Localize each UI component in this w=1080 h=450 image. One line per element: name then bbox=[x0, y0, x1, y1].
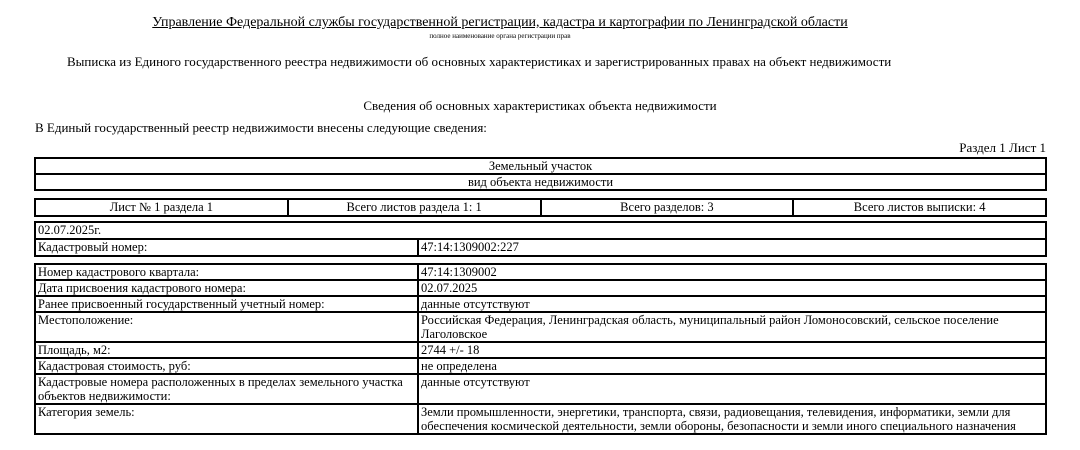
total-sheets-section: Всего листов раздела 1: 1 bbox=[288, 199, 541, 216]
extract-title: Выписка из Единого государственного реестра недвижимости об основных характеристиках и зарегистрированных правах на объект недвижимости bbox=[67, 54, 892, 69]
table-row bbox=[35, 280, 1046, 296]
table-row bbox=[35, 342, 1046, 358]
table-row bbox=[35, 404, 1046, 434]
table-row bbox=[35, 296, 1046, 312]
section-label: Раздел 1 Лист 1 bbox=[959, 140, 1046, 155]
detail-value: Земли промышленности, энергетики, транспорта, связи, радиовещания, телевидения, информатики, земли для обеспечения космической деятельности, земли обороны, безопасности и земли иного специального назначения bbox=[418, 404, 1046, 434]
table-row bbox=[35, 312, 1046, 342]
detail-label: Номер кадастрового квартала: bbox=[35, 264, 418, 280]
object-type: Земельный участок bbox=[35, 158, 1046, 174]
detail-label: Ранее присвоенный государственный учетный номер: bbox=[35, 296, 418, 312]
sheet-of-section: Лист № 1 раздела 1 bbox=[35, 199, 288, 216]
detail-value: не определена bbox=[418, 358, 1046, 374]
detail-label: Дата присвоения кадастрового номера: bbox=[35, 280, 418, 296]
intro-text: В Единый государственный реестр недвижимости внесены следующие сведения: bbox=[35, 120, 487, 135]
details-table bbox=[34, 263, 1047, 435]
total-sheets-extract: Всего листов выписки: 4 bbox=[793, 199, 1046, 216]
record-table bbox=[34, 221, 1047, 257]
table-row bbox=[35, 374, 1046, 404]
detail-value: данные отсутствуют bbox=[418, 374, 1046, 404]
object-type-table bbox=[34, 157, 1047, 191]
cadastral-number-label: Кадастровый номер: bbox=[35, 239, 418, 256]
table-row bbox=[35, 264, 1046, 280]
detail-label: Кадастровые номера расположенных в пределах земельного участка объектов недвижимости: bbox=[35, 374, 418, 404]
detail-value: данные отсутствуют bbox=[418, 296, 1046, 312]
detail-value: 02.07.2025 bbox=[418, 280, 1046, 296]
detail-value: 2744 +/- 18 bbox=[418, 342, 1046, 358]
object-type-caption: вид объекта недвижимости bbox=[35, 174, 1046, 190]
cadastral-number-value: 47:14:1309002:227 bbox=[418, 239, 1046, 256]
info-title: Сведения об основных характеристиках объекта недвижимости bbox=[363, 98, 717, 113]
detail-label: Кадастровая стоимость, руб: bbox=[35, 358, 418, 374]
organization-caption: полное наименование органа регистрации прав bbox=[429, 32, 571, 40]
detail-label: Категория земель: bbox=[35, 404, 418, 434]
table-row bbox=[35, 358, 1046, 374]
organization-name: Управление Федеральной службы государственной регистрации, кадастра и картографии по Ленинградской области bbox=[152, 15, 848, 30]
record-date: 02.07.2025г. bbox=[35, 222, 1046, 239]
total-sections: Всего разделов: 3 bbox=[541, 199, 794, 216]
detail-value: 47:14:1309002 bbox=[418, 264, 1046, 280]
detail-label: Местоположение: bbox=[35, 312, 418, 342]
detail-label: Площадь, м2: bbox=[35, 342, 418, 358]
detail-value: Российская Федерация, Ленинградская область, муниципальный район Ломоносовский, сельское поселение Лаголовское bbox=[418, 312, 1046, 342]
sheets-table bbox=[34, 198, 1047, 217]
